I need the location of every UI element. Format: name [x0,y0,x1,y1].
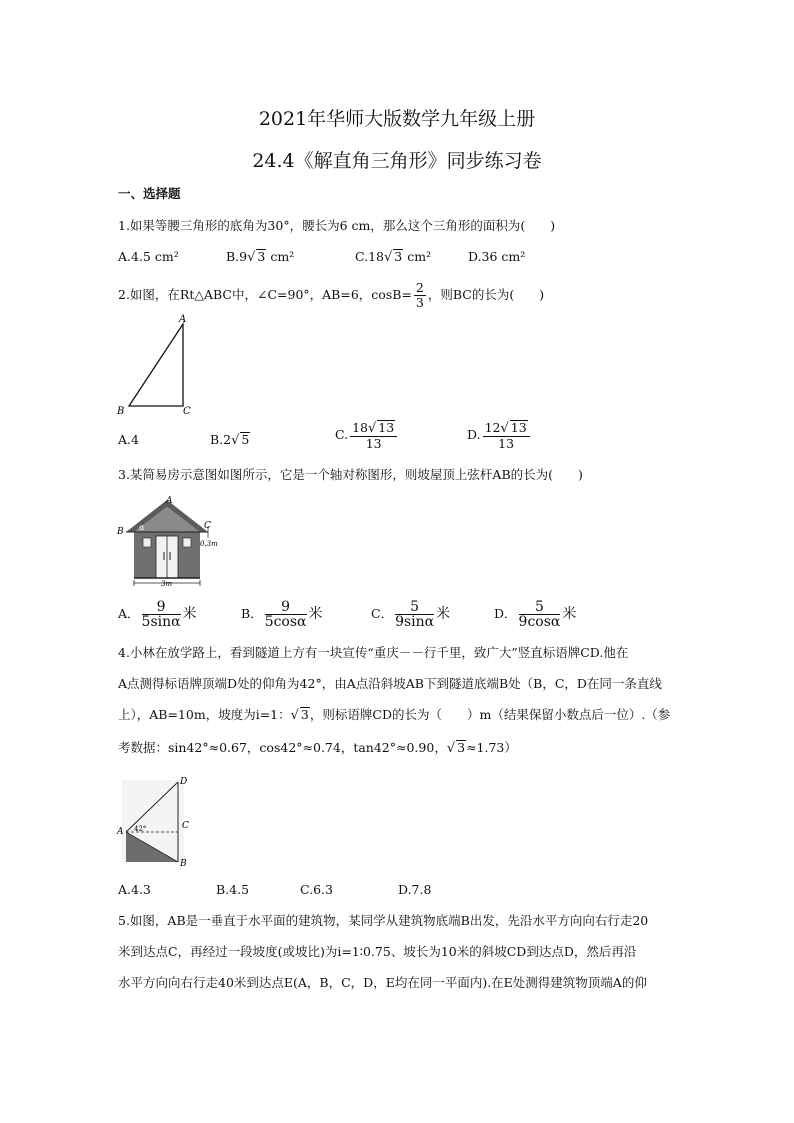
q4-label-angle: 42° [134,825,147,833]
q3-option-d: D． $\frac{5}{9\cos\alpha}$ 米 [494,599,577,630]
section-heading: 一、选择题 [118,186,181,201]
q2-option-b: B.2√ 5 [210,432,250,448]
q5-line-1: 5.如图，AB是一垂直于水平面的建筑物，某同学从建筑物底端B出发，先沿水平方向向右行走20 [118,913,649,928]
q4-label-b: B [180,859,187,868]
q3-house-figure [116,490,224,594]
q1-option-a: A.4.5 cm² [118,249,179,264]
q3-label-width: 3m [161,580,173,588]
q4-slope-figure [116,776,198,868]
q1-option-c: C.18√ 3 cm² [355,249,432,265]
q1-option-b: B.9√ 3 cm² [226,249,295,265]
q2-label-c: C [183,406,191,417]
q2-label-a: A [179,314,187,325]
q3-label-a: A [166,496,173,506]
q1-option-d: D.36 cm² [468,249,526,264]
q2-triangle-figure [115,312,195,420]
q3-label-c: C [204,521,211,531]
q2-option-c: C. $\frac{18√ 13}{13}$ [335,420,399,451]
q3-label-b: B [117,527,124,537]
q5-line-3: 水平方向向右行走40米到达点E(A，B，C，D，E均在同一平面内).在E处测得建筑物顶端A的仰 [118,975,647,990]
q2-label-b: B [117,406,125,417]
q3-label-height: 0.3m [200,540,218,548]
q4-option-a: A.4.3 [118,882,151,897]
q3-option-b: B． $\frac{9}{5\cos\alpha}$ 米 [241,599,323,630]
q3-option-c: C． $\frac{5}{9\sin\alpha}$ 米 [371,599,451,630]
q4-line-1: 4.小林在放学路上，看到隧道上方有一块宣传“重庆－－行千里，致广大”竖直标语牌CD.他在 [118,645,629,660]
q2-option-a: A.4 [118,432,139,447]
q4-option-d: D.7.8 [398,882,432,897]
q3-text: 3.某简易房示意图如图所示，它是一个轴对称图形，则坡屋顶上弦杆AB的长为( ) [118,467,583,482]
q4-line-2: A点测得标语牌顶端D处的仰角为42°，由A点沿斜坡AB下到隧道底端B处（B，C，D在同一条直线 [118,676,662,691]
title-line-1: 2021年华师大版数学九年级上册 [258,108,536,130]
q2-option-d: D. $\frac{12√ 13}{13}$ [467,420,532,451]
q1-text: 1.如果等腰三角形的底角为30°，腰长为6 cm，那么这个三角形的面积为( ) [118,218,556,233]
q4-option-b: B.4.5 [216,882,250,897]
q4-option-c: C.6.3 [300,882,333,897]
q4-line-3: 上），AB=10m，坡度为i=1：√ 3，则标语牌CD的长为（ ）m（结果保留小数点后一位）.（参 [118,707,671,723]
q2-text: 2.如图，在Rt△ABC中，∠C=90°，AB=6，cosB= $\frac{2}{3}$ ，则BC的长为( ) [118,280,545,310]
q2-fraction: $\frac{2}{3}$ [415,280,424,310]
q4-label-a: A [117,827,124,837]
q4-label-d: D [180,777,188,787]
q5-line-2: 米到达点C，再经过一段坡度(或坡比)为i=1∶0.75、坡长为10米的斜坡CD到达点D，然后再沿 [118,944,637,959]
q4-line-4: 考数据：sin42°≈0.67，cos42°≈0.74，tan42°≈0.90，√ 3≈1.73） [118,740,517,756]
q4-label-c: C [182,821,189,831]
q3-label-alpha: α [139,523,145,532]
q3-option-a: A． $\frac{9}{5\sin\alpha}$ 米 [118,599,197,630]
title-line-2: 24.4《解直角三角形》同步练习卷 [252,150,542,172]
